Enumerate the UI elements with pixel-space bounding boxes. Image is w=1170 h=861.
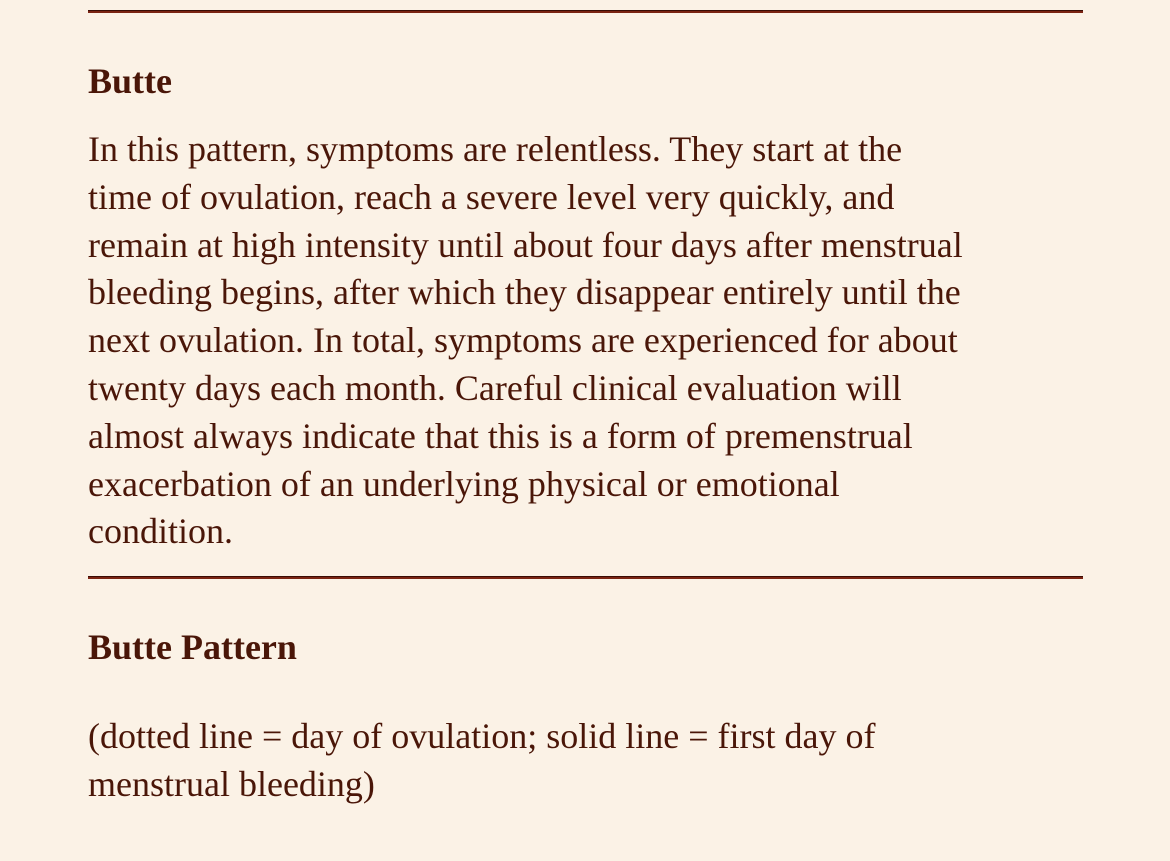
- paragraph-line: almost always indicate that this is a form of premenstrual: [88, 415, 913, 456]
- section-title: Butte: [88, 61, 172, 101]
- paragraph-line: time of ovulation, reach a severe level very quickly, and: [88, 176, 895, 217]
- paragraph-line: condition.: [88, 511, 233, 552]
- section-paragraph: [88, 126, 1088, 556]
- paragraph-line: bleeding begins, after which they disappear entirely until the: [88, 272, 961, 313]
- caption-line: (dotted line = day of ovulation; solid line = first day of: [88, 716, 876, 756]
- figure-caption: [88, 713, 1088, 809]
- paragraph-line: In this pattern, symptoms are relentless. They start at the: [88, 129, 903, 169]
- middle-divider: [88, 576, 1083, 579]
- top-divider: [88, 10, 1083, 13]
- caption-line: menstrual bleeding): [88, 763, 375, 804]
- paragraph-line: exacerbation of an underlying physical or emotional: [88, 463, 840, 504]
- figure-title: Butte Pattern: [88, 627, 297, 667]
- paragraph-line: next ovulation. In total, symptoms are experienced for about: [88, 320, 958, 361]
- paragraph-line: remain at high intensity until about four days after menstrual: [88, 224, 963, 265]
- paragraph-line: twenty days each month. Careful clinical evaluation will: [88, 367, 902, 408]
